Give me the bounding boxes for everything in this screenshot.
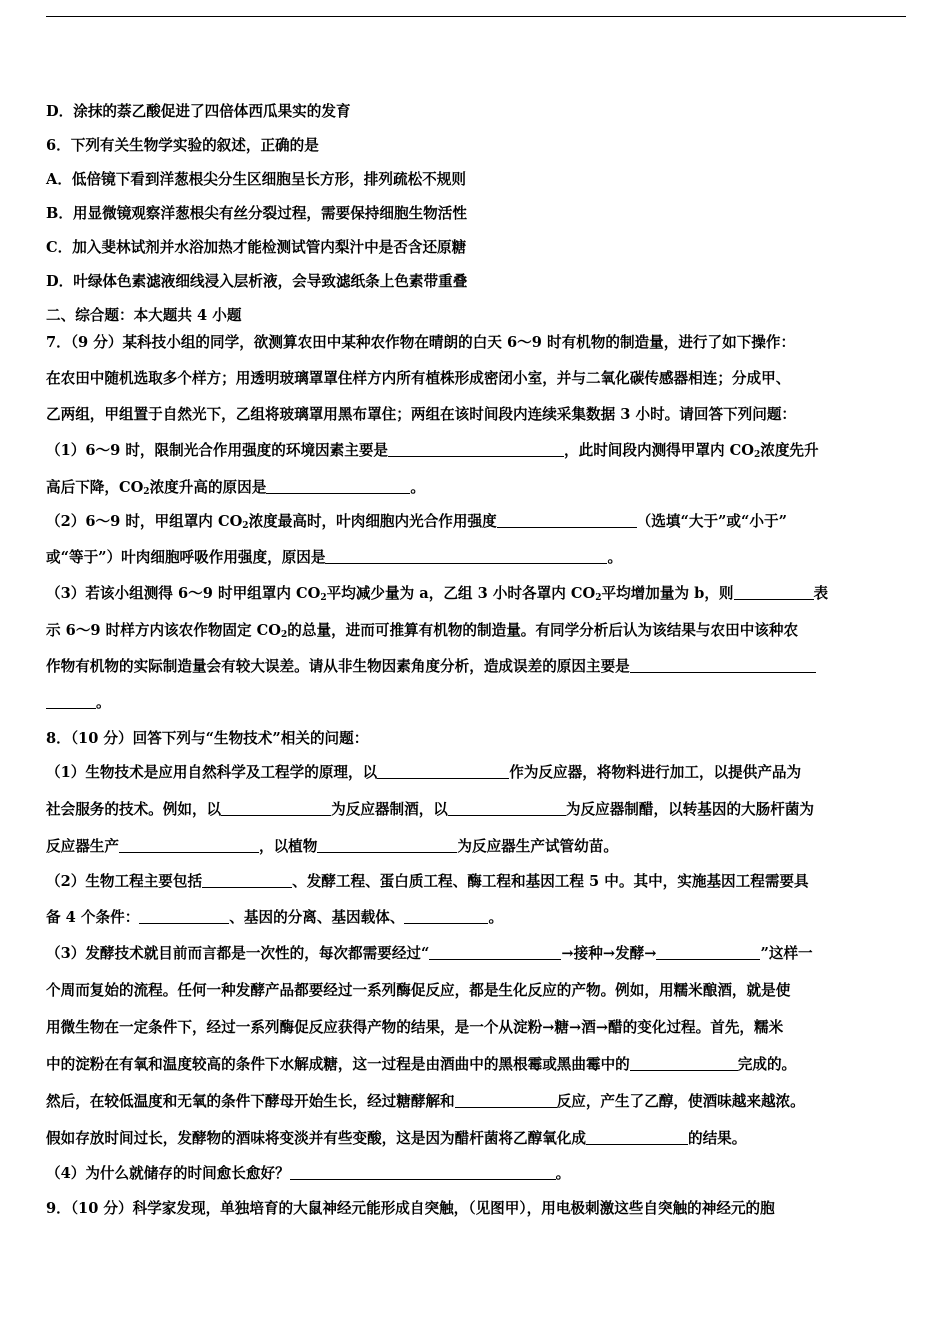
answer-blank[interactable] [46, 694, 96, 709]
subscript: 2 [753, 450, 761, 460]
option-b-q6: B．用显微镜观察洋葱根尖有丝分裂过程，需要保持细胞生物活性 [46, 205, 467, 222]
text: （3）发酵技术就目前而言都是一次性的，每次都需要经过“ [46, 945, 430, 962]
text: 的总量，进而可推算有机物的制造量。有同学分析后认为该结果与农田中该种农 [287, 622, 799, 639]
answer-blank[interactable] [404, 909, 488, 924]
text: 表 [813, 585, 829, 602]
question-6: 6．下列有关生物学实验的叙述，正确的是 [46, 137, 319, 154]
text: 平均减少量为 a，乙组 3 小时各罩内 CO [326, 585, 596, 602]
answer-blank[interactable] [221, 801, 331, 816]
answer-blank[interactable] [325, 549, 607, 564]
text: 社会服务的技术。例如，以 [46, 801, 222, 818]
answer-blank[interactable] [630, 1056, 738, 1071]
question-8-part3-cont: 个周而复始的流程。任何一种发酵产品都要经过一系列酶促反应，都是生化反应的产物。例如，用糯米酿酒，就是使 [46, 982, 791, 999]
question-7-part3-cont [46, 622, 798, 640]
text: 为反应器生产试管幼苗。 [457, 838, 618, 855]
text: 高后下降，CO [46, 479, 144, 496]
answer-blank[interactable] [317, 838, 457, 853]
text: 备 4 个条件： [46, 909, 140, 926]
text: 假如存放时间过长，发酵物的酒味将变淡并有些变酸，这是因为醋杆菌将乙醇氧化成 [46, 1130, 586, 1147]
subscript: 2 [281, 630, 288, 640]
text: ”这样一 [760, 945, 813, 962]
answer-blank[interactable] [497, 513, 637, 528]
answer-blank[interactable] [429, 945, 561, 960]
answer-blank[interactable] [388, 442, 564, 457]
question-8-part3 [46, 945, 813, 963]
text: （2）生物工程主要包括 [46, 873, 203, 890]
option-c-q6: C．加入斐林试剂并水浴加热才能检测试管内梨汁中是否含还原糖 [46, 239, 467, 256]
text: 为反应器制酒，以 [331, 801, 448, 818]
question-8-part2 [46, 873, 809, 891]
question-7-stem: 7．（9 分）某科技小组的同学，欲测算农田中某种农作物在晴朗的白天 6～9 时有机物的制造量，进行了如下操作： [46, 334, 796, 351]
answer-blank[interactable] [202, 873, 292, 888]
question-7-part3 [46, 585, 828, 603]
question-8-part3-cont: 用微生物在一定条件下，经过一系列酶促反应获得产物的结果，是一个从淀粉→糖→酒→醋的变化过程。首先，糯米 [46, 1019, 784, 1036]
question-7-part3-cont [46, 658, 816, 676]
subscript: 2 [595, 593, 602, 603]
answer-blank[interactable] [586, 1130, 688, 1145]
question-9-stem: 9．（10 分）科学家发现，单独培育的大鼠神经元能形成自突触，（见图甲），用电极刺激这些自突触的神经元的胞 [46, 1200, 775, 1217]
text: →接种→发酵→ [561, 945, 657, 962]
question-8-part4 [46, 1165, 570, 1183]
question-7-line: 在农田中随机选取多个样方；用透明玻璃罩罩住样方内所有植株形成密闭小室，并与二氧化碳传感器相连；分成甲、 [46, 370, 791, 387]
question-7-line: 乙两组，甲组置于自然光下，乙组将玻璃罩用黑布罩住；两组在该时间段内连续采集数据 3 小时。请回答下列问题： [46, 406, 797, 423]
text: 、发酵工程、蛋白质工程、酶工程和基因工程 5 中。其中，实施基因工程需要具 [292, 873, 809, 890]
text: （2）6～9 时，甲组罩内 CO [46, 513, 243, 530]
text: 。 [607, 549, 623, 566]
text: 。 [555, 1165, 571, 1182]
question-8-part1-cont [46, 838, 618, 856]
answer-blank[interactable] [448, 801, 566, 816]
text: 。 [96, 694, 111, 711]
answer-blank[interactable] [377, 764, 509, 779]
section-heading: 二、综合题：本大题共 4 小题 [46, 307, 242, 324]
question-7-part3-end [46, 694, 111, 712]
question-7-part1 [46, 442, 819, 460]
answer-blank[interactable] [119, 838, 259, 853]
question-8-part3-cont [46, 1093, 805, 1111]
text: 作物有机物的实际制造量会有较大误差。请从非生物因素角度分析，造成误差的原因主要是 [46, 658, 630, 675]
text: 、基因的分离、基因载体、 [229, 909, 405, 926]
text: 示 6～9 时样方内该农作物固定 CO [46, 622, 282, 639]
subscript: 2 [143, 487, 150, 497]
question-8-part1-cont [46, 801, 814, 819]
text: ，以植物 [258, 838, 318, 855]
subscript: 2 [242, 521, 249, 531]
text: （1）6～9 时，限制光合作用强度的环境因素主要是 [46, 442, 389, 459]
question-8-stem: 8．（10 分）回答下列与“生物技术”相关的问题： [46, 730, 369, 747]
header-rule [46, 16, 906, 17]
question-7-part1-cont [46, 479, 425, 497]
question-7-part2 [46, 513, 787, 531]
question-8-part2-cont [46, 909, 503, 927]
answer-blank[interactable] [290, 1165, 556, 1180]
option-d-q6: D．叶绿体色素滤液细线浸入层析液，会导致滤纸条上色素带重叠 [46, 273, 468, 290]
text: 反应，产生了乙醇，使酒味越来越浓。 [556, 1093, 805, 1110]
text: 或“等于”）叶肉细胞呼吸作用强度，原因是 [46, 549, 326, 566]
text: 为反应器制醋，以转基因的大肠杆菌为 [565, 801, 815, 818]
question-7-part2-cont [46, 549, 622, 567]
answer-blank[interactable] [139, 909, 229, 924]
answer-blank[interactable] [734, 585, 814, 600]
text: 完成的。 [737, 1056, 797, 1073]
text: 反应器生产 [46, 838, 119, 855]
text: 浓度升高的原因是 [149, 479, 267, 496]
text: （选填“大于”或“小于” [636, 513, 787, 530]
answer-blank[interactable] [455, 1093, 557, 1108]
text: 。 [410, 479, 425, 496]
text: 然后，在较低温度和无氧的条件下酵母开始生长，经过糖酵解和 [46, 1093, 455, 1110]
text: 的结果。 [687, 1130, 747, 1147]
subscript: 2 [320, 593, 327, 603]
question-8-part3-cont [46, 1130, 746, 1148]
text: 浓度先升 [760, 442, 819, 459]
answer-blank[interactable] [266, 479, 410, 494]
text: ，此时间段内测得甲罩内 CO [564, 442, 754, 459]
option-d-q5: D．涂抹的萘乙酸促进了四倍体西瓜果实的发育 [46, 103, 351, 120]
text: 平均增加量为 b，则 [601, 585, 734, 602]
answer-blank[interactable] [656, 945, 760, 960]
text: 作为反应器，将物料进行加工，以提供产品为 [509, 764, 802, 781]
text: 浓度最高时，叶肉细胞内光合作用强度 [248, 513, 497, 530]
option-a-q6: A．低倍镜下看到洋葱根尖分生区细胞呈长方形，排列疏松不规则 [46, 171, 466, 188]
question-8-part1 [46, 764, 801, 782]
question-8-part3-cont [46, 1056, 796, 1074]
text: （3）若该小组测得 6～9 时甲组罩内 CO [46, 585, 321, 602]
text: 中的淀粉在有氧和温度较高的条件下水解成糖，这一过程是由酒曲中的黑根霉或黑曲霉中的 [46, 1056, 630, 1073]
text: （4）为什么就储存的时间愈长愈好？ [46, 1165, 290, 1182]
answer-blank[interactable] [630, 658, 816, 673]
text: （1）生物技术是应用自然科学及工程学的原理，以 [46, 764, 378, 781]
text: 。 [488, 909, 504, 926]
